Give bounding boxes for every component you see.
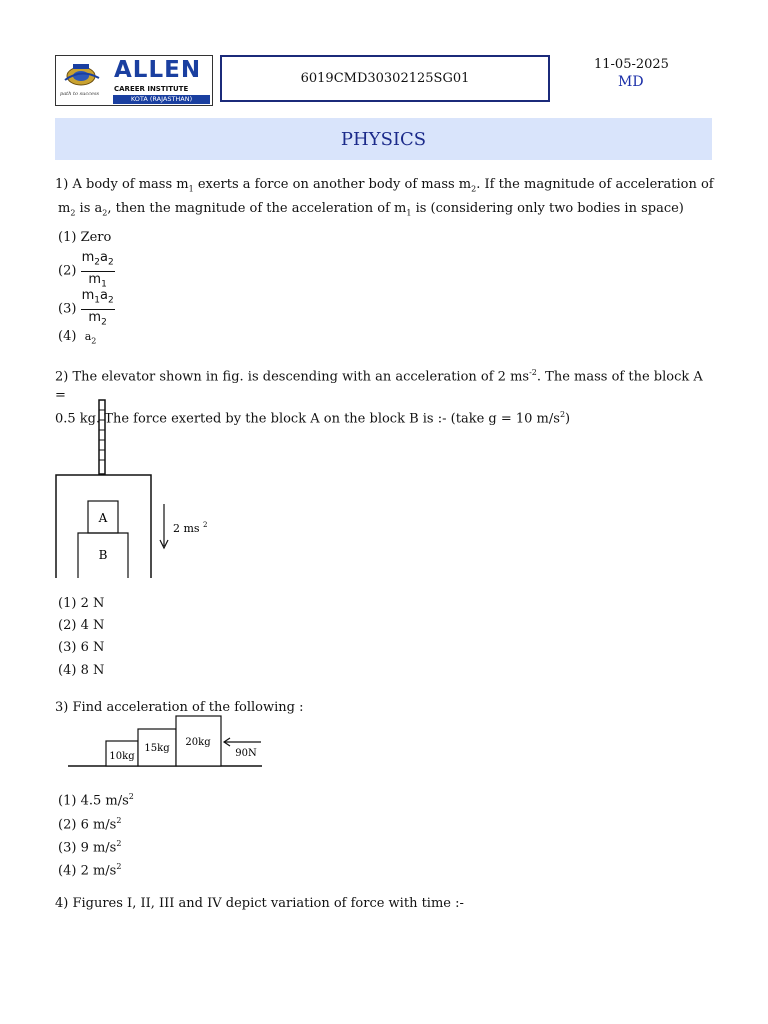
question-2-line-1: 2) The elevator shown in fig. is descending with an acceleration of 2 $ms^{-2}$. The mass of the block A =	[55, 368, 703, 404]
logo-brand: ALLEN	[114, 57, 202, 83]
q2-option-1[interactable]: (1) 2 N	[58, 596, 105, 611]
q1-option-1[interactable]: (1) Zero	[58, 230, 112, 245]
blocks-figure	[64, 713, 268, 771]
paper-code-box	[220, 55, 550, 102]
q1-option-3[interactable]: (3) $\frac{m_1a_2}{m_2}$	[58, 288, 115, 330]
q1-option-2[interactable]: (2) $\frac{m_2a_2}{m_1}$	[58, 250, 115, 292]
block-a-label: A	[98, 511, 108, 525]
elevator-figure	[50, 398, 220, 580]
svg-text:10kg: 10kg	[109, 751, 135, 762]
fraction: $\frac{m_2a_2}{m_1}$	[81, 250, 114, 290]
question-1	[55, 175, 715, 222]
exam-date: 11-05-2025	[594, 57, 669, 72]
svg-text:2: 2	[203, 521, 208, 529]
acceleration-label: 2 ms	[173, 522, 200, 535]
question-1-line-2: $m_2$ is $a_2$, then the magnitude of the acceleration of $m_1$ is (considering only two bodies in space)	[58, 200, 684, 218]
q2-option-2[interactable]: (2) 4 N	[58, 618, 105, 633]
stream-label: MD	[618, 74, 644, 90]
allen-logo	[55, 55, 213, 106]
q3-option-2[interactable]: (2) 6 $m/s^2$	[58, 816, 122, 833]
logo-tagline: path to success	[60, 91, 100, 97]
logo-institute: CAREER INSTITUTE	[114, 85, 189, 93]
section-title: PHYSICS	[340, 128, 427, 150]
globe-emblem-icon	[59, 60, 107, 90]
block-b-label: B	[98, 548, 108, 562]
logo-location: KOTA (RAJASTHAN)	[113, 95, 210, 104]
q3-option-4[interactable]: (4) 2 $m/s^2$	[58, 862, 122, 879]
question-2-line-2: 0.5 kg. The force exerted by the block A on the block B is :- (take g = 10 $m/s^2$)	[55, 410, 571, 427]
q3-option-3[interactable]: (3) 9 $m/s^2$	[58, 839, 122, 856]
fraction: $\frac{m_1a_2}{m_2}$	[81, 288, 114, 328]
svg-text:90N: 90N	[235, 748, 257, 759]
q1-option-4[interactable]: (4) $a_2$	[58, 329, 97, 346]
svg-text:20kg: 20kg	[185, 737, 211, 748]
paper-code: 6019CMD30302125SG01	[300, 71, 470, 86]
q2-option-3[interactable]: (3) 6 N	[58, 640, 105, 655]
q2-option-4[interactable]: (4) 8 N	[58, 663, 105, 678]
question-1-line-1: 1) A body of mass $m_1$ exerts a force on another body of mass $m_2$. If the magnitude of acceleration of	[55, 177, 714, 194]
q3-option-1[interactable]: (1) 4.5 $m/s^2$	[58, 792, 134, 809]
section-banner	[55, 118, 712, 160]
svg-text:15kg: 15kg	[144, 743, 170, 754]
question-4: 4) Figures I, II, III and IV depict variation of force with time :-	[55, 896, 464, 911]
question-3: 3) Find acceleration of the following :	[55, 700, 304, 715]
